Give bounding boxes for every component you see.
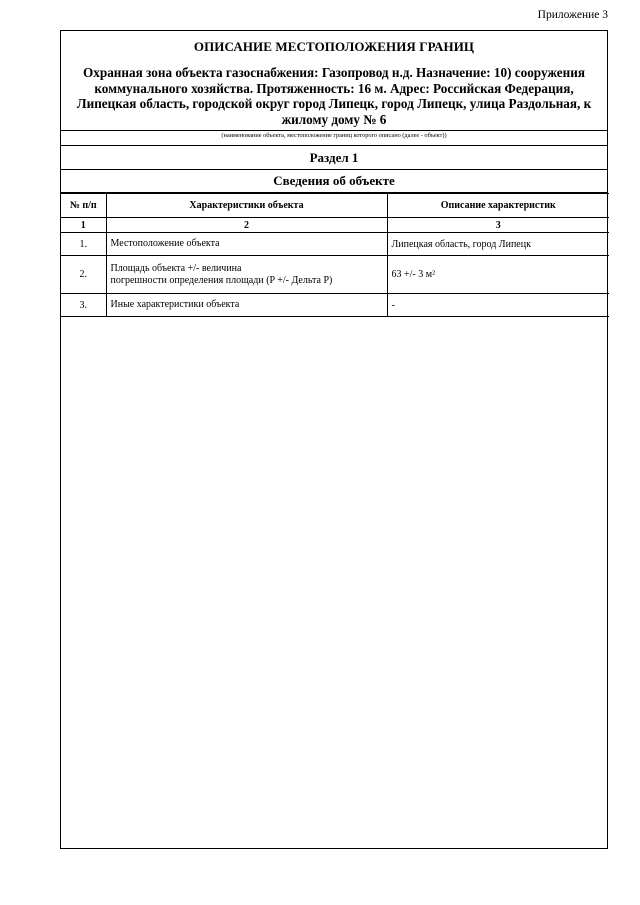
table-row — [61, 233, 609, 256]
row-characteristic — [106, 233, 387, 256]
row-number: 2. — [61, 256, 106, 294]
table-row — [61, 256, 609, 294]
header-description: Описание характеристик — [387, 194, 609, 218]
characteristic-line: Площадь объекта +/- величина — [110, 262, 242, 274]
characteristic-line: Местоположение объекта — [110, 238, 220, 249]
info-title: Сведения об объекте — [61, 170, 607, 193]
column-number-row — [61, 218, 609, 233]
column-number: 3 — [387, 218, 609, 233]
section-title: Раздел 1 — [61, 146, 607, 170]
title-block — [61, 39, 607, 131]
row-description: Липецкая область, город Липецк — [387, 233, 609, 256]
object-name: Охранная зона объекта газоснабжения: Газопровод н.д. Назначение: 10) сооружения коммунального хозяйства. Протяженность: 16 м. Адрес: Российская Федерация, Липецкая область, городской округ город Липецк, город Липецк, улица Раздольная, к жилому дому № 6 — [76, 65, 592, 127]
object-info-table — [61, 193, 609, 317]
row-description: 63 +/- 3 м² — [387, 256, 609, 294]
table-header-row — [61, 194, 609, 218]
row-number: 1. — [61, 233, 106, 256]
header-number: № п/п — [61, 194, 106, 218]
row-number: 3. — [61, 294, 106, 317]
characteristic-line: Иные характеристики объекта — [110, 299, 240, 310]
document-frame — [60, 30, 608, 849]
header-characteristics: Характеристики объекта — [106, 194, 387, 218]
row-characteristic — [106, 294, 387, 317]
document-title: ОПИСАНИЕ МЕСТОПОЛОЖЕНИЯ ГРАНИЦ — [193, 39, 475, 54]
row-characteristic — [106, 256, 387, 294]
object-caption: (наименование объекта, местоположение границ которого описано (далее - объект)) — [61, 131, 607, 146]
appendix-label: Приложение 3 — [537, 9, 608, 21]
row-description: - — [387, 294, 609, 317]
table-row — [61, 294, 609, 317]
column-number: 1 — [61, 218, 106, 233]
characteristic-line: погрешности определения площади (P +/- Дельта P) — [110, 274, 333, 286]
column-number: 2 — [106, 218, 387, 233]
